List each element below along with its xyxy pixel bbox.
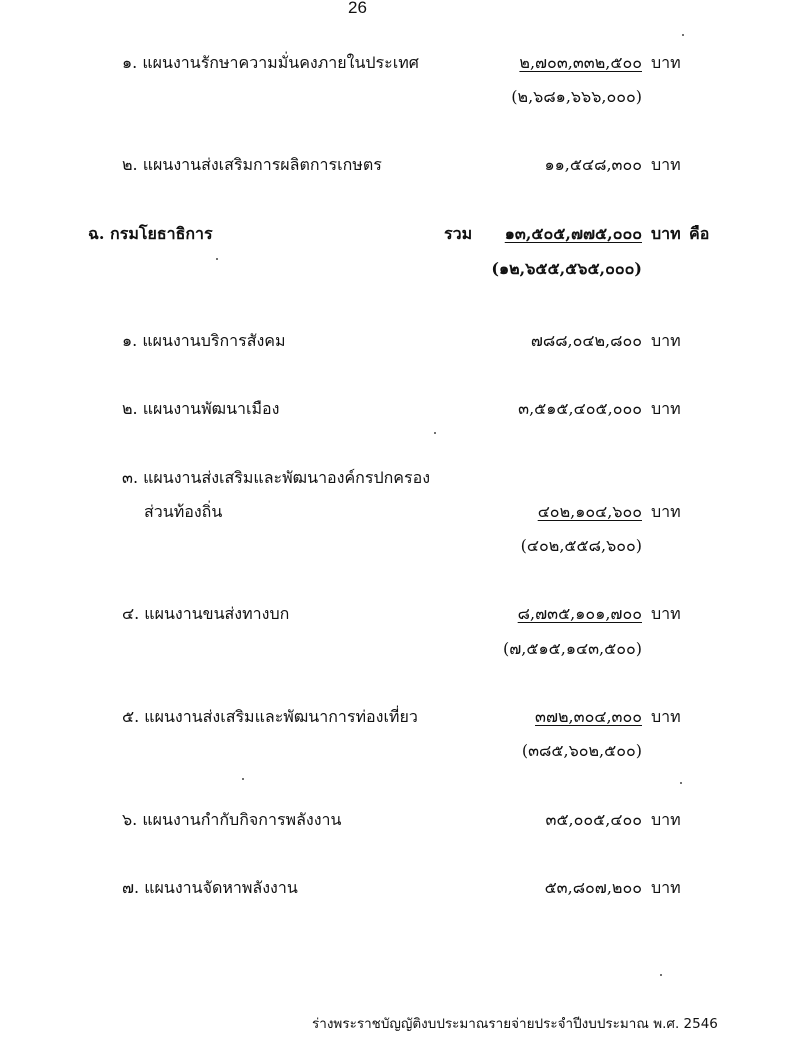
budget-line-amount: ๗๘๘,๐๔๒,๘๐๐	[530, 331, 642, 350]
scan-speck	[660, 974, 662, 976]
budget-line-amount: ๕๓,๘๐๗,๒๐๐	[544, 878, 642, 897]
budget-line-unit: บาท	[651, 810, 681, 829]
department-total-amount: ๑๓,๕๐๕,๗๗๕,๐๐๐	[504, 224, 642, 243]
scan-speck	[680, 782, 682, 784]
department-total-suffix: คือ	[689, 224, 710, 243]
budget-line-unit: บาท	[651, 878, 681, 897]
document-footer: ร่างพระราชบัญญัติงบประมาณรายจ่ายประจำปีงบประมาณ พ.ศ. 2546	[312, 1016, 718, 1032]
budget-line-previous: (๔๐๒,๕๕๘,๖๐๐)	[520, 536, 642, 555]
department-total-label: รวม	[444, 224, 473, 243]
budget-line-label: ๗. แผนงานจัดหาพลังงาน	[122, 878, 298, 897]
budget-line-label: ๑. แผนงานบริการสังคม	[122, 331, 286, 350]
budget-line-unit: บาท	[651, 604, 681, 623]
budget-line-unit: บาท	[651, 331, 681, 350]
budget-line-label: ๕. แผนงานส่งเสริมและพัฒนาการท่องเที่ยว	[122, 707, 418, 726]
scan-speck	[682, 34, 684, 36]
budget-line-unit: บาท	[651, 53, 681, 72]
budget-line-amount: ๘,๗๓๕,๑๐๑,๗๐๐	[517, 604, 642, 623]
scan-speck	[242, 778, 244, 780]
budget-line-label-line2: ส่วนท้องถิ่น	[144, 502, 223, 521]
budget-line-previous: (๗,๕๑๕,๑๔๓,๕๐๐)	[503, 639, 642, 658]
budget-line-label: ๒. แผนงานพัฒนาเมือง	[122, 399, 280, 418]
department-title: ฉ. กรมโยธาธิการ	[88, 224, 213, 243]
budget-line-amount: ๓,๕๑๕,๔๐๕,๐๐๐	[518, 399, 642, 418]
budget-line-previous: (๓๘๕,๖๐๒,๕๐๐)	[521, 741, 642, 760]
budget-line-unit: บาท	[651, 502, 681, 521]
scan-speck	[434, 432, 436, 434]
budget-line-unit: บาท	[651, 399, 681, 418]
budget-line-amount: ๓๗๒,๓๐๔,๓๐๐	[535, 707, 642, 726]
budget-line-amount: ๑๑,๕๔๘,๓๐๐	[544, 155, 642, 174]
budget-line-amount: ๔๐๒,๑๐๔,๖๐๐	[537, 502, 642, 521]
scan-speck	[216, 258, 218, 260]
department-total-unit: บาท	[651, 224, 681, 243]
budget-line-amount: ๒,๗๐๓,๓๓๒,๕๐๐	[519, 53, 642, 72]
budget-line-unit: บาท	[651, 155, 681, 174]
budget-line-amount: ๓๕,๐๐๕,๔๐๐	[545, 810, 642, 829]
budget-line-label: ๓. แผนงานส่งเสริมและพัฒนาองค์กรปกครอง	[122, 468, 431, 487]
budget-line-label: ๖. แผนงานกำกับกิจการพลังงาน	[122, 810, 342, 829]
budget-line-label: ๒. แผนงานส่งเสริมการผลิตการเกษตร	[122, 155, 382, 174]
budget-line-label: ๑. แผนงานรักษาความมั่นคงภายในประเทศ	[122, 53, 419, 72]
department-previous: (๑๒,๖๕๕,๕๖๕,๐๐๐)	[491, 259, 642, 278]
budget-line-unit: บาท	[651, 707, 681, 726]
page-number: 26	[348, 0, 367, 17]
budget-line-label: ๔. แผนงานขนส่งทางบก	[122, 604, 290, 623]
budget-line-previous: (๒,๖๘๑,๖๖๖,๐๐๐)	[511, 87, 642, 106]
